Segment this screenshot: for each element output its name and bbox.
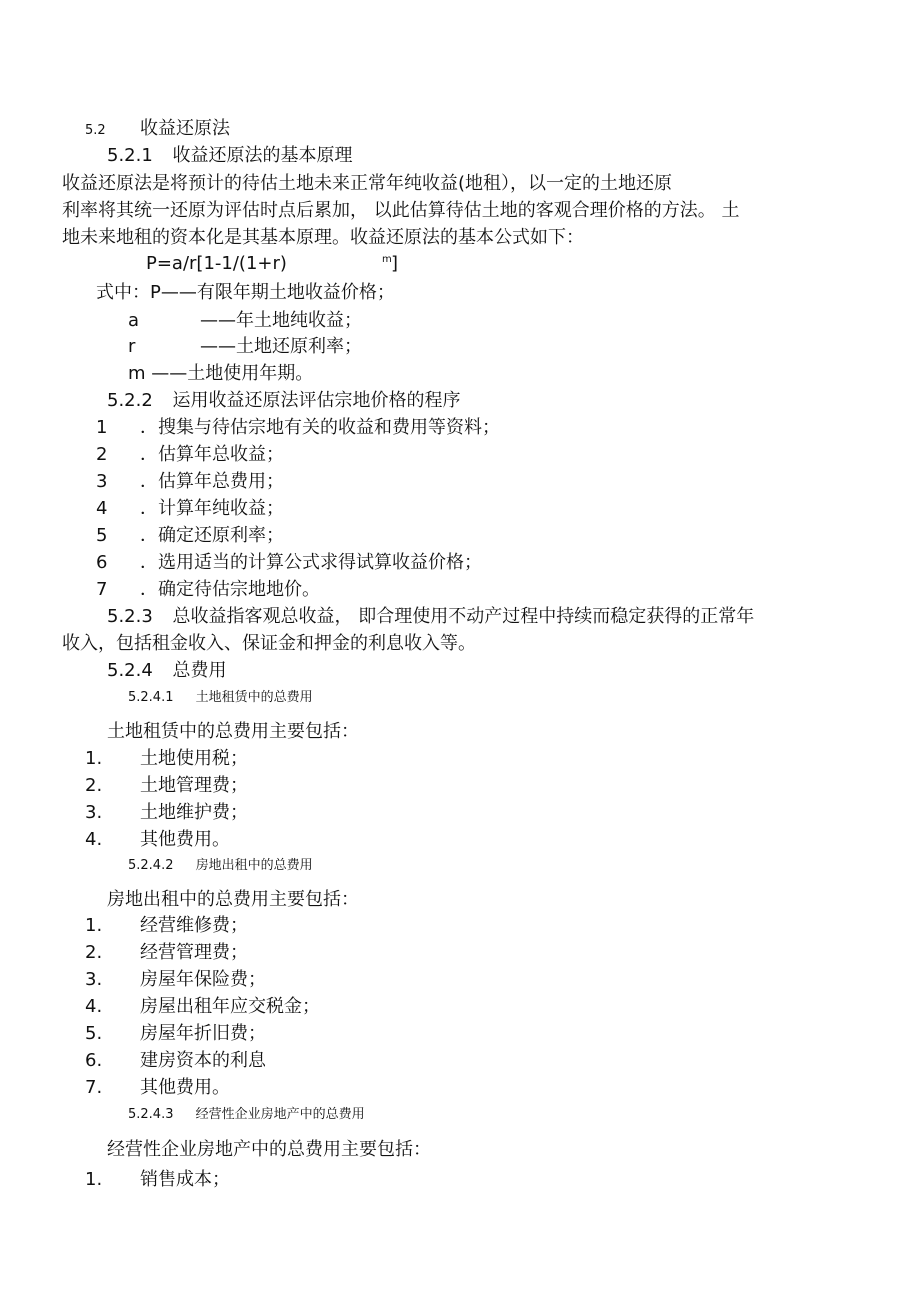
list-number: 1.: [85, 748, 103, 769]
list-item: [96, 470, 284, 494]
list-item: [85, 1168, 230, 1192]
definition-text: ——土地还原利率；: [200, 336, 362, 357]
formula-exponent: m: [382, 254, 392, 265]
subsection-heading-522: [107, 389, 461, 413]
subsubsection-number: 5.2.4.2: [128, 858, 174, 873]
list-text: 房屋年折旧费；: [140, 1023, 266, 1044]
list-number: 6.: [85, 1050, 103, 1071]
list-text: ．选用适当的计算公式求得试算收益价格；: [140, 552, 482, 573]
list-number: 4: [96, 498, 108, 519]
subsubsection-heading-5242: [128, 857, 313, 875]
list-text: ．计算年纯收益；: [140, 498, 284, 519]
list-item: [96, 551, 482, 575]
subsection-heading-521: [107, 144, 353, 168]
list-item: [85, 968, 266, 992]
subsection-title: 收益还原法的基本原理: [172, 145, 353, 166]
section-title: 收益还原法: [140, 118, 230, 139]
subsubsection-heading-5243: [128, 1106, 365, 1124]
list-text: 土地管理费；: [140, 775, 248, 796]
subsection-title: 运用收益还原法评估宗地价格的程序: [172, 390, 461, 411]
list-text: ．确定待估宗地地价。: [140, 579, 320, 600]
list-number: 1: [96, 417, 108, 438]
list-number: 2.: [85, 942, 103, 963]
subsection-heading-523: [107, 605, 754, 629]
definition-a: [128, 309, 362, 333]
paragraph-line: 收益还原法是将预计的待估土地未来正常年纯收益(地租），以一定的土地还原: [62, 173, 673, 194]
list-number: 5: [96, 525, 108, 546]
list-item: [96, 497, 284, 521]
list-item: [85, 995, 320, 1019]
list-text: 其他费用。: [140, 829, 230, 850]
list-number: 7.: [85, 1077, 103, 1098]
subsection-number: 5.2.3: [107, 606, 153, 627]
subsubsection-title: 土地租赁中的总费用: [195, 690, 313, 705]
subsection-heading-524: [107, 659, 227, 683]
subsubsection-heading-5241: [128, 689, 313, 707]
formula-close: ]: [391, 253, 399, 274]
list-number: 1.: [85, 915, 103, 936]
list-item: [85, 1022, 266, 1046]
list-intro: 土地租赁中的总费用主要包括：: [107, 721, 359, 742]
list-number: 3: [96, 471, 108, 492]
list-number: 2: [96, 444, 108, 465]
subsubsection-number: 5.2.4.1: [128, 690, 174, 705]
list-number: 6: [96, 552, 108, 573]
list-number: 7: [96, 579, 108, 600]
list-text: 房屋年保险费；: [140, 969, 266, 990]
subsubsection-number: 5.2.4.3: [128, 1107, 174, 1122]
list-number: 4.: [85, 829, 103, 850]
definition-m: m ——土地使用年期。: [128, 363, 314, 384]
list-text: 经营维修费；: [140, 915, 248, 936]
definition-lead: 式中：P——有限年期土地收益价格；: [96, 282, 395, 303]
paragraph-line: 利率将其统一还原为评估时点后累加， 以此估算待估土地的客观合理价格的方法。 土: [62, 200, 740, 221]
list-text: 其他费用。: [140, 1077, 230, 1098]
list-text: ．估算年总费用；: [140, 471, 284, 492]
definition-text: ——年土地纯收益；: [200, 310, 362, 331]
paragraph-line: 收入，包括租金收入、保证金和押金的利息收入等。: [62, 633, 476, 654]
list-item: [85, 801, 248, 825]
list-number: 4.: [85, 996, 103, 1017]
list-number: 2.: [85, 775, 103, 796]
list-text: 经营管理费；: [140, 942, 248, 963]
list-intro: 经营性企业房地产中的总费用主要包括：: [107, 1139, 431, 1160]
formula: [146, 252, 399, 276]
definition-r: [128, 335, 362, 359]
list-item: [85, 774, 248, 798]
section-heading: [85, 117, 230, 141]
subsection-title: 总费用: [172, 660, 227, 681]
subsection-number: 5.2.1: [107, 145, 153, 166]
subsubsection-title: 房地出租中的总费用: [195, 858, 313, 873]
list-item: [85, 1076, 230, 1100]
list-text: 房屋出租年应交税金；: [140, 996, 320, 1017]
section-number: 5.2: [85, 123, 106, 138]
list-number: 3.: [85, 802, 103, 823]
list-item: [85, 914, 248, 938]
list-number: 1.: [85, 1169, 103, 1190]
list-text: ．确定还原利率；: [140, 525, 284, 546]
list-item: [85, 828, 230, 852]
definition-symbol: r: [128, 336, 136, 357]
list-item: [85, 1049, 266, 1073]
list-text: ．搜集与待估宗地有关的收益和费用等资料；: [140, 417, 500, 438]
definition-symbol: a: [128, 310, 140, 331]
list-text: 土地维护费；: [140, 802, 248, 823]
list-item: [85, 941, 248, 965]
subsubsection-title: 经营性企业房地产中的总费用: [195, 1107, 365, 1122]
list-text: 土地使用税；: [140, 748, 248, 769]
list-text: 建房资本的利息: [140, 1050, 266, 1071]
list-number: 3.: [85, 969, 103, 990]
formula-main: P=a/r[1-1/(1+r): [146, 253, 287, 274]
list-text: ．估算年总收益；: [140, 444, 284, 465]
subsection-number: 5.2.4: [107, 660, 153, 681]
list-item: [96, 578, 320, 602]
list-item: [96, 524, 284, 548]
list-item: [85, 747, 248, 771]
subsection-number: 5.2.2: [107, 390, 153, 411]
list-item: [96, 416, 500, 440]
list-number: 5.: [85, 1023, 103, 1044]
paragraph-line: 地未来地租的资本化是其基本原理。收益还原法的基本公式如下：: [62, 227, 584, 248]
list-item: [96, 443, 284, 467]
list-text: 销售成本；: [140, 1169, 230, 1190]
list-intro: 房地出租中的总费用主要包括：: [107, 889, 359, 910]
subsection-text: 总收益指客观总收益， 即合理使用不动产过程中持续而稳定获得的正常年: [172, 606, 755, 627]
